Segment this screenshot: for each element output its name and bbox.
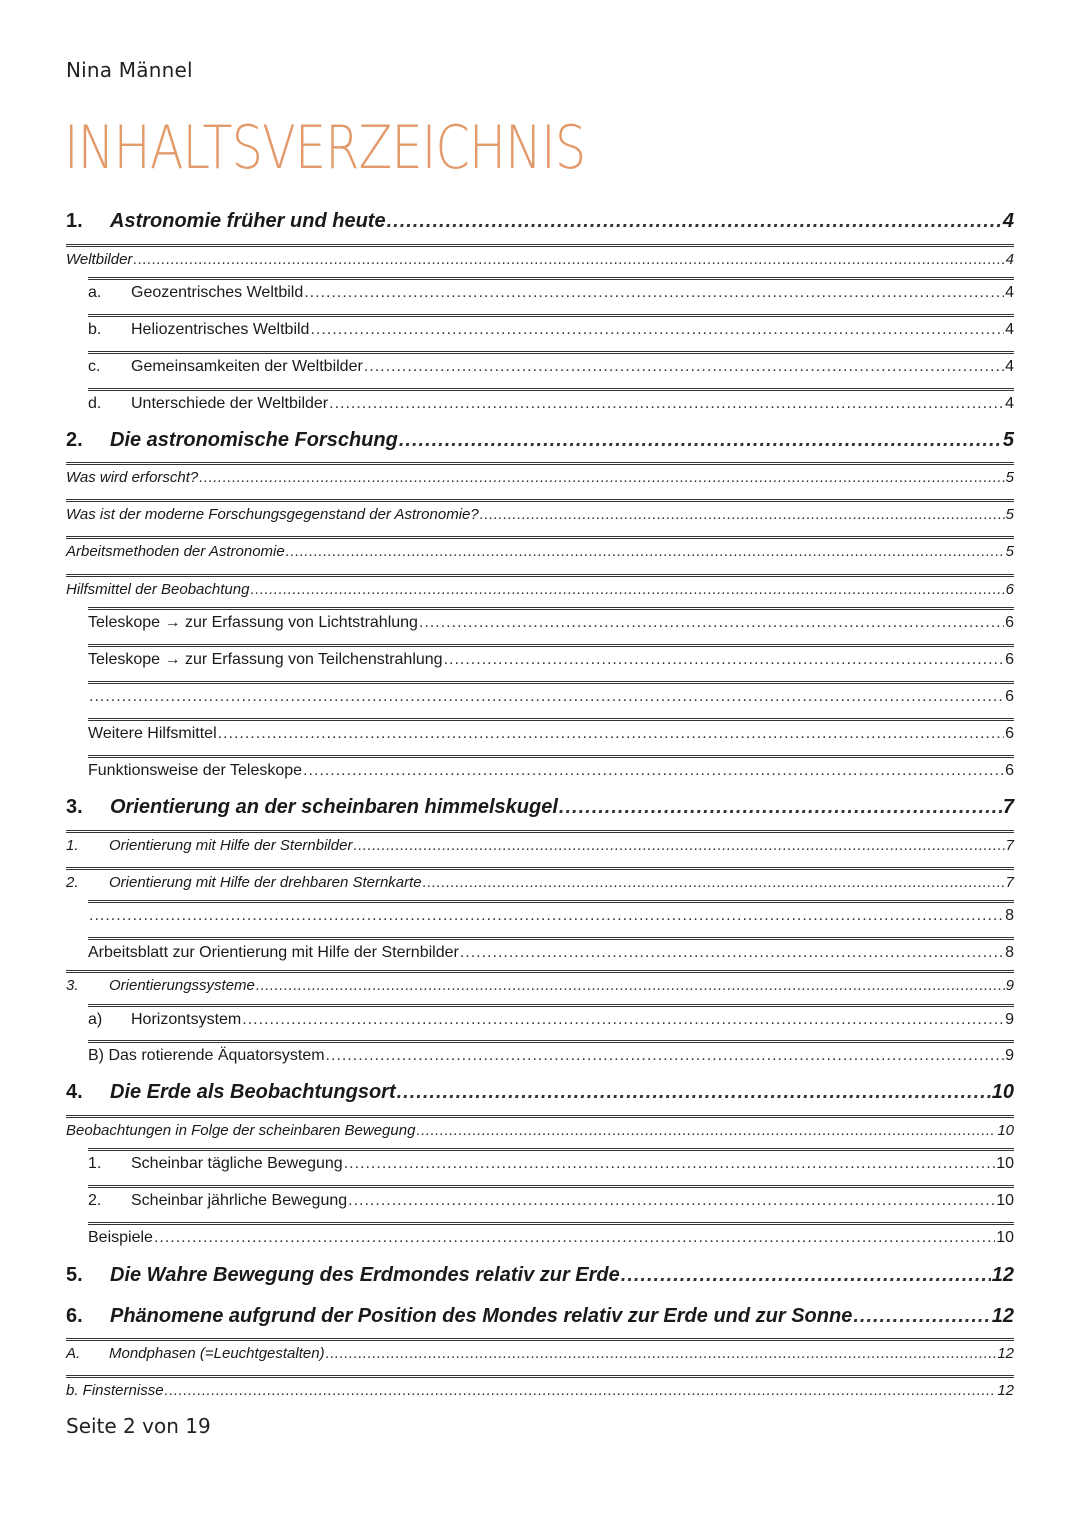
toc-entry-page: 7 <box>1005 874 1014 891</box>
dot-leader <box>286 543 1005 560</box>
toc-entry-title: Mondphasen (=Leuchtgestalten) <box>109 1345 325 1362</box>
dot-leader <box>423 874 1005 891</box>
dot-leader <box>344 1155 996 1173</box>
toc-entry[interactable] <box>66 1345 1014 1362</box>
separator-rule <box>88 277 1014 280</box>
toc-entry-number: 1. <box>88 1155 102 1172</box>
separator-rule <box>88 388 1014 391</box>
dot-leader <box>460 944 1004 962</box>
dot-leader <box>853 1305 990 1328</box>
toc-entry-number: 2. <box>66 874 79 891</box>
toc-entry-title: Scheinbar tägliche Bewegung <box>131 1155 343 1172</box>
toc-entry-page: 9 <box>1005 977 1014 994</box>
toc-entry-page: 12 <box>997 1382 1014 1399</box>
toc-entry[interactable] <box>66 837 1014 854</box>
dot-leader <box>310 321 1004 339</box>
toc-entry-page: 6 <box>1005 762 1014 779</box>
dot-leader <box>326 1345 997 1362</box>
toc-entry[interactable] <box>66 543 1014 560</box>
dot-leader <box>326 1047 1005 1065</box>
toc-entry-page: 9 <box>1005 1047 1014 1064</box>
toc-entry-page: 12 <box>991 1264 1014 1286</box>
toc-entry-title: Arbeitsmethoden der Astronomie <box>66 543 285 560</box>
toc-entry-title: Die Wahre Bewegung des Erdmondes relativ zur Erde <box>110 1264 620 1286</box>
separator-rule <box>88 607 1014 610</box>
author-name: Nina Männel <box>66 58 193 82</box>
toc-entry[interactable] <box>66 1382 1014 1399</box>
toc-entry-page: 8 <box>1005 907 1014 924</box>
toc-entry-page: 6 <box>1005 688 1014 705</box>
dot-leader <box>154 1229 995 1247</box>
toc-entry-page: 4 <box>1005 284 1014 301</box>
dot-leader <box>559 796 1002 819</box>
dot-leader <box>89 907 1004 925</box>
separator-rule <box>66 1375 1014 1378</box>
toc-entry-title: Arbeitsblatt zur Orientierung mit Hilfe der Sternbilder <box>88 944 459 961</box>
toc-entry-page: 9 <box>1005 1011 1014 1028</box>
toc-entry-number: d. <box>88 395 102 412</box>
toc-entry-page: 5 <box>1005 469 1014 486</box>
toc-entry[interactable] <box>66 469 1014 486</box>
dot-leader <box>621 1264 991 1287</box>
dot-leader <box>250 581 1004 598</box>
separator-rule <box>66 244 1014 247</box>
toc-entry[interactable] <box>88 688 1014 706</box>
separator-rule <box>88 314 1014 317</box>
separator-rule <box>66 830 1014 833</box>
toc-entry[interactable] <box>88 725 1014 743</box>
toc-entry-title: Hilfsmittel der Beobachtung <box>66 581 250 598</box>
toc-entry-page: 12 <box>991 1305 1014 1327</box>
toc-entry-number: 3. <box>66 796 83 818</box>
toc-entry[interactable] <box>66 251 1014 268</box>
toc-entry[interactable] <box>66 796 1014 819</box>
dot-leader <box>480 506 1005 523</box>
separator-rule <box>66 1115 1014 1118</box>
dot-leader <box>304 284 1004 302</box>
dot-leader <box>242 1011 1004 1029</box>
toc-entry-title: Orientierung mit Hilfe der Sternbilder <box>109 837 353 854</box>
toc-entry-page: 8 <box>1005 944 1014 961</box>
toc-entry-number: a. <box>88 284 102 301</box>
toc-entry-number: 5. <box>66 1264 83 1286</box>
toc-entry-title: Beispiele <box>88 1229 153 1246</box>
toc-entry[interactable] <box>66 581 1014 598</box>
toc-entry[interactable] <box>66 874 1014 891</box>
dot-leader <box>364 358 1004 376</box>
separator-rule <box>88 937 1014 940</box>
toc-entry-number: 1. <box>66 210 83 232</box>
toc-entry[interactable] <box>88 907 1014 925</box>
toc-entry[interactable] <box>88 395 1014 413</box>
dot-leader <box>329 395 1004 413</box>
dot-leader <box>165 1382 997 1399</box>
toc-entry[interactable] <box>88 614 1014 632</box>
separator-rule <box>88 1222 1014 1225</box>
toc-entry-number: 3. <box>66 977 79 994</box>
dot-leader <box>199 469 1004 486</box>
toc-entry[interactable] <box>88 651 1014 669</box>
toc-entry-page: 7 <box>1002 796 1014 818</box>
toc-entry-page: 6 <box>1005 614 1014 631</box>
toc-entry-page: 5 <box>1005 543 1014 560</box>
page-title: INHALTSVERZEICHNIS <box>64 113 586 183</box>
toc-entry-number: A. <box>66 1345 81 1362</box>
dot-leader <box>89 688 1004 706</box>
toc-entry[interactable] <box>88 358 1014 376</box>
toc-entry-page: 10 <box>991 1081 1014 1103</box>
dot-leader <box>416 1122 996 1139</box>
separator-rule <box>88 1040 1014 1043</box>
dot-leader <box>387 210 1002 233</box>
dot-leader <box>419 614 1004 632</box>
separator-rule <box>88 351 1014 354</box>
dot-leader <box>444 651 1005 669</box>
toc-entry-number: 4. <box>66 1081 83 1103</box>
dot-leader <box>303 762 1004 780</box>
toc-entry[interactable] <box>88 1155 1014 1173</box>
dot-leader <box>399 429 1002 452</box>
toc-entry-page: 6 <box>1005 725 1014 742</box>
toc-entry[interactable] <box>66 210 1014 233</box>
toc-entry[interactable] <box>88 1011 1014 1029</box>
toc-entry[interactable] <box>66 977 1014 994</box>
toc-entry[interactable] <box>66 1122 1014 1139</box>
separator-rule <box>66 1338 1014 1341</box>
toc-entry-title: Was wird erforscht? <box>66 469 199 486</box>
separator-rule <box>88 718 1014 721</box>
toc-entry-page: 10 <box>996 1192 1014 1209</box>
separator-rule <box>88 755 1014 758</box>
separator-rule <box>66 574 1014 577</box>
toc-entry-title: b. Finsternisse <box>66 1382 164 1399</box>
toc-entry-title: Geozentrisches Weltbild <box>131 284 304 301</box>
toc-entry[interactable] <box>88 284 1014 302</box>
toc-entry-page: 6 <box>1005 581 1014 598</box>
toc-entry[interactable] <box>88 1047 1014 1065</box>
toc-entry-title: Die astronomische Forschung <box>110 429 398 451</box>
dot-leader <box>256 977 1005 994</box>
toc-entry-page: 10 <box>997 1122 1014 1139</box>
toc-entry-number: c. <box>88 358 101 375</box>
separator-rule <box>66 462 1014 465</box>
dot-leader <box>397 1081 991 1104</box>
separator-rule <box>88 681 1014 684</box>
toc-entry[interactable] <box>88 1192 1014 1210</box>
toc-entry[interactable] <box>88 944 1014 962</box>
dot-leader <box>133 251 1004 268</box>
toc-entry-page: 10 <box>996 1229 1014 1246</box>
toc-entry-title: Heliozentrisches Weltbild <box>131 321 310 338</box>
toc-entry-title: Phänomene aufgrund der Position des Mondes relativ zur Erde und zur Sonne <box>110 1305 853 1327</box>
toc-entry[interactable] <box>66 429 1014 452</box>
toc-entry-title: Horizontsystem <box>131 1011 242 1028</box>
toc-entry-page: 5 <box>1005 506 1014 523</box>
toc-entry-title: Teleskope → zur Erfassung von Lichtstrahlung <box>88 614 418 631</box>
separator-rule <box>66 536 1014 539</box>
toc-entry-title: Astronomie früher und heute <box>110 210 386 232</box>
toc-entry-number: 2. <box>88 1192 102 1209</box>
toc-entry-number: 1. <box>66 837 79 854</box>
toc-entry-title: Gemeinsamkeiten der Weltbilder <box>131 358 363 375</box>
separator-rule <box>66 867 1014 870</box>
toc-entry[interactable] <box>66 1081 1014 1104</box>
toc-entry-title: Funktionsweise der Teleskope <box>88 762 303 779</box>
toc-entry-title: Scheinbar jährliche Bewegung <box>131 1192 348 1209</box>
toc-entry-page: 12 <box>997 1345 1014 1362</box>
toc-entry-title: Orientierung mit Hilfe der drehbaren Sternkarte <box>109 874 422 891</box>
toc-entry-title: Was ist der moderne Forschungsgegenstand der Astronomie? <box>66 506 479 523</box>
toc-entry-title: Weitere Hilfsmittel <box>88 725 217 742</box>
toc-entry-title: B) Das rotierende Äquatorsystem <box>88 1047 325 1064</box>
dot-leader <box>353 837 1004 854</box>
dot-leader <box>348 1192 995 1210</box>
toc-entry-page: 4 <box>1005 321 1014 338</box>
toc-entry[interactable] <box>66 1305 1014 1328</box>
toc-entry-title: Orientierung an der scheinbaren himmelskugel <box>110 796 558 818</box>
toc-entry-number: 2. <box>66 429 83 451</box>
separator-rule <box>88 1148 1014 1151</box>
toc-entry-number: a) <box>88 1011 103 1028</box>
toc-entry-page: 7 <box>1005 837 1014 854</box>
toc-entry[interactable] <box>88 1229 1014 1247</box>
toc-entry[interactable] <box>66 506 1014 523</box>
separator-rule <box>66 970 1014 973</box>
toc-entry-title: Beobachtungen in Folge der scheinbaren Bewegung <box>66 1122 416 1139</box>
toc-entry-number: 6. <box>66 1305 83 1327</box>
toc-entry-page: 4 <box>1005 251 1014 268</box>
page-footer: Seite 2 von 19 <box>66 1414 211 1438</box>
toc-entry-page: 6 <box>1005 651 1014 668</box>
toc-entry-title: Unterschiede der Weltbilder <box>131 395 329 412</box>
toc-entry-title: Orientierungssysteme <box>109 977 255 994</box>
separator-rule <box>88 644 1014 647</box>
toc-entry-title: Die Erde als Beobachtungsort <box>110 1081 396 1103</box>
toc-entry-page: 4 <box>1005 358 1014 375</box>
separator-rule <box>66 499 1014 502</box>
separator-rule <box>88 1004 1014 1007</box>
toc-entry[interactable] <box>88 762 1014 780</box>
toc-entry-number: b. <box>88 321 102 338</box>
separator-rule <box>88 900 1014 903</box>
dot-leader <box>218 725 1004 743</box>
toc-entry-page: 4 <box>1002 210 1014 232</box>
toc-entry[interactable] <box>66 1264 1014 1287</box>
separator-rule <box>88 1185 1014 1188</box>
toc-entry-page: 5 <box>1002 429 1014 451</box>
toc-entry-title: Teleskope → zur Erfassung von Teilchenstrahlung <box>88 651 443 668</box>
toc-entry[interactable] <box>88 321 1014 339</box>
toc-entry-page: 10 <box>996 1155 1014 1172</box>
toc-entry-title: Weltbilder <box>66 251 133 268</box>
toc-entry-page: 4 <box>1005 395 1014 412</box>
